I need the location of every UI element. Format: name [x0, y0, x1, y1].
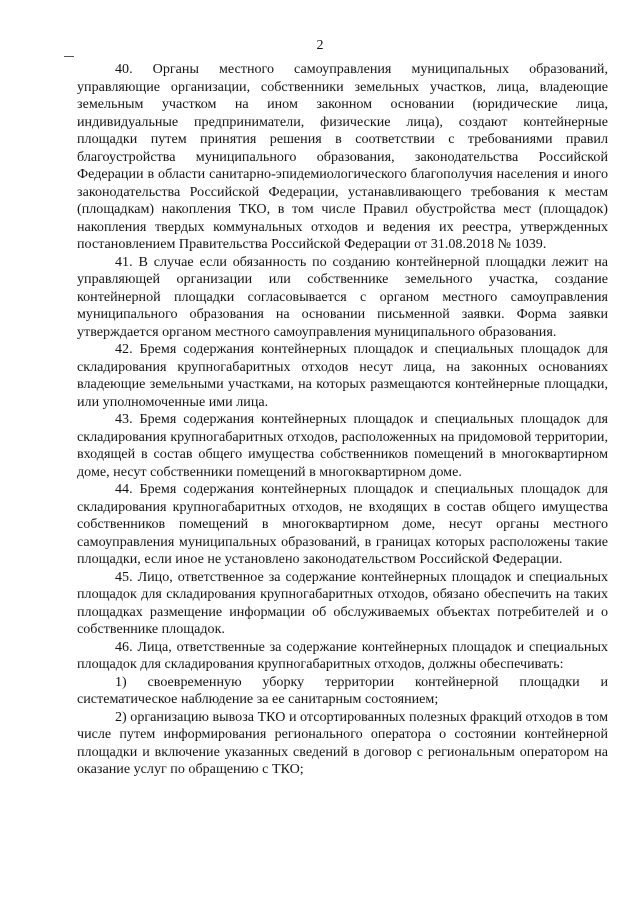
scan-mark [64, 56, 74, 57]
paragraph-45: 45. Лицо, ответственное за содержание контейнерных площадок и специальных площадок для складирования крупногабаритных отходов, обязано обеспечить на таких площадках размещение информации об обслуживаемых объектах потребителей и о собственнике площадок. [77, 568, 608, 637]
paragraph-41: 41. В случае если обязанность по созданию контейнерной площадки лежит на управляющей организации или собственнике земельного участка, создание контейнерной площадки согласовывается с органом местного самоуправления муниципального образования на основании письменной заявки. Форма заявки утверждается органом местного самоуправления муниципального образования. [77, 253, 608, 340]
paragraph-42: 42. Бремя содержания контейнерных площадок и специальных площадок для складирования крупногабаритных отходов несут лица, на законных основаниях владеющие земельными участками, на которых размещаются контейнерные площадки, или уполномоченные ими лица. [77, 341, 608, 410]
paragraph-43: 43. Бремя содержания контейнерных площадок и специальных площадок для складирования крупногабаритных отходов, расположенных на придомовой территории, входящей в состав общего имущества собственников помещений в многоквартирном доме, несут собственники помещений в многоквартирном доме. [77, 411, 608, 480]
page-number: 2 [316, 38, 324, 53]
paragraph-44: 44. Бремя содержания контейнерных площадок и специальных площадок для складирования крупногабаритных отходов, не входящих в состав общего имущества собственников помещений в многоквартирном доме, несут органы местного самоуправления муниципальных образований, в границах которых расположены такие площадки, если иное не установлено законодательством Российской Федерации. [77, 481, 608, 567]
paragraph-46: 46. Лица, ответственные за содержание контейнерных площадок и специальных площадок для складирования крупногабаритных отходов, должны обеспечивать: [77, 638, 608, 672]
paragraph-46-item-2: 2) организацию вывоза ТКО и отсортированных полезных фракций отходов в том числе путем информирования регионального оператора о состоянии контейнерной площадки и включение указанных сведений в договор с региональным оператором на оказание услуг по обращению с ТКО; [77, 708, 608, 777]
document-body [77, 61, 608, 779]
paragraph-46-item-1: 1) своевременную уборку территории контейнерной площадки и систематическое наблюдение за ее санитарным состоянием; [77, 673, 608, 707]
paragraph-40: 40. Органы местного самоуправления муниципальных образований, управляющие организации, собственники земельных участков, лица, владеющие земельным участком на ином законном основании (юридические лица, индивидуальные предприниматели, физические лица), создают контейнерные площадки путем принятия решения в соответствии с требованиями правил благоустройства муниципального образования, законодательства Российской Федерации в области санитарно-эпидемиологического благополучия населения и иного законодательства Российской Федерации, устанавливающего требования к местам (площадкам) накопления ТКО, в том числе Правил обустройства мест (площадок) накопления твердых коммунальных отходов и ведения их реестра, утвержденных постановлением Правительства Российской Федерации от 31.08.2018 № 1039. [77, 61, 608, 252]
